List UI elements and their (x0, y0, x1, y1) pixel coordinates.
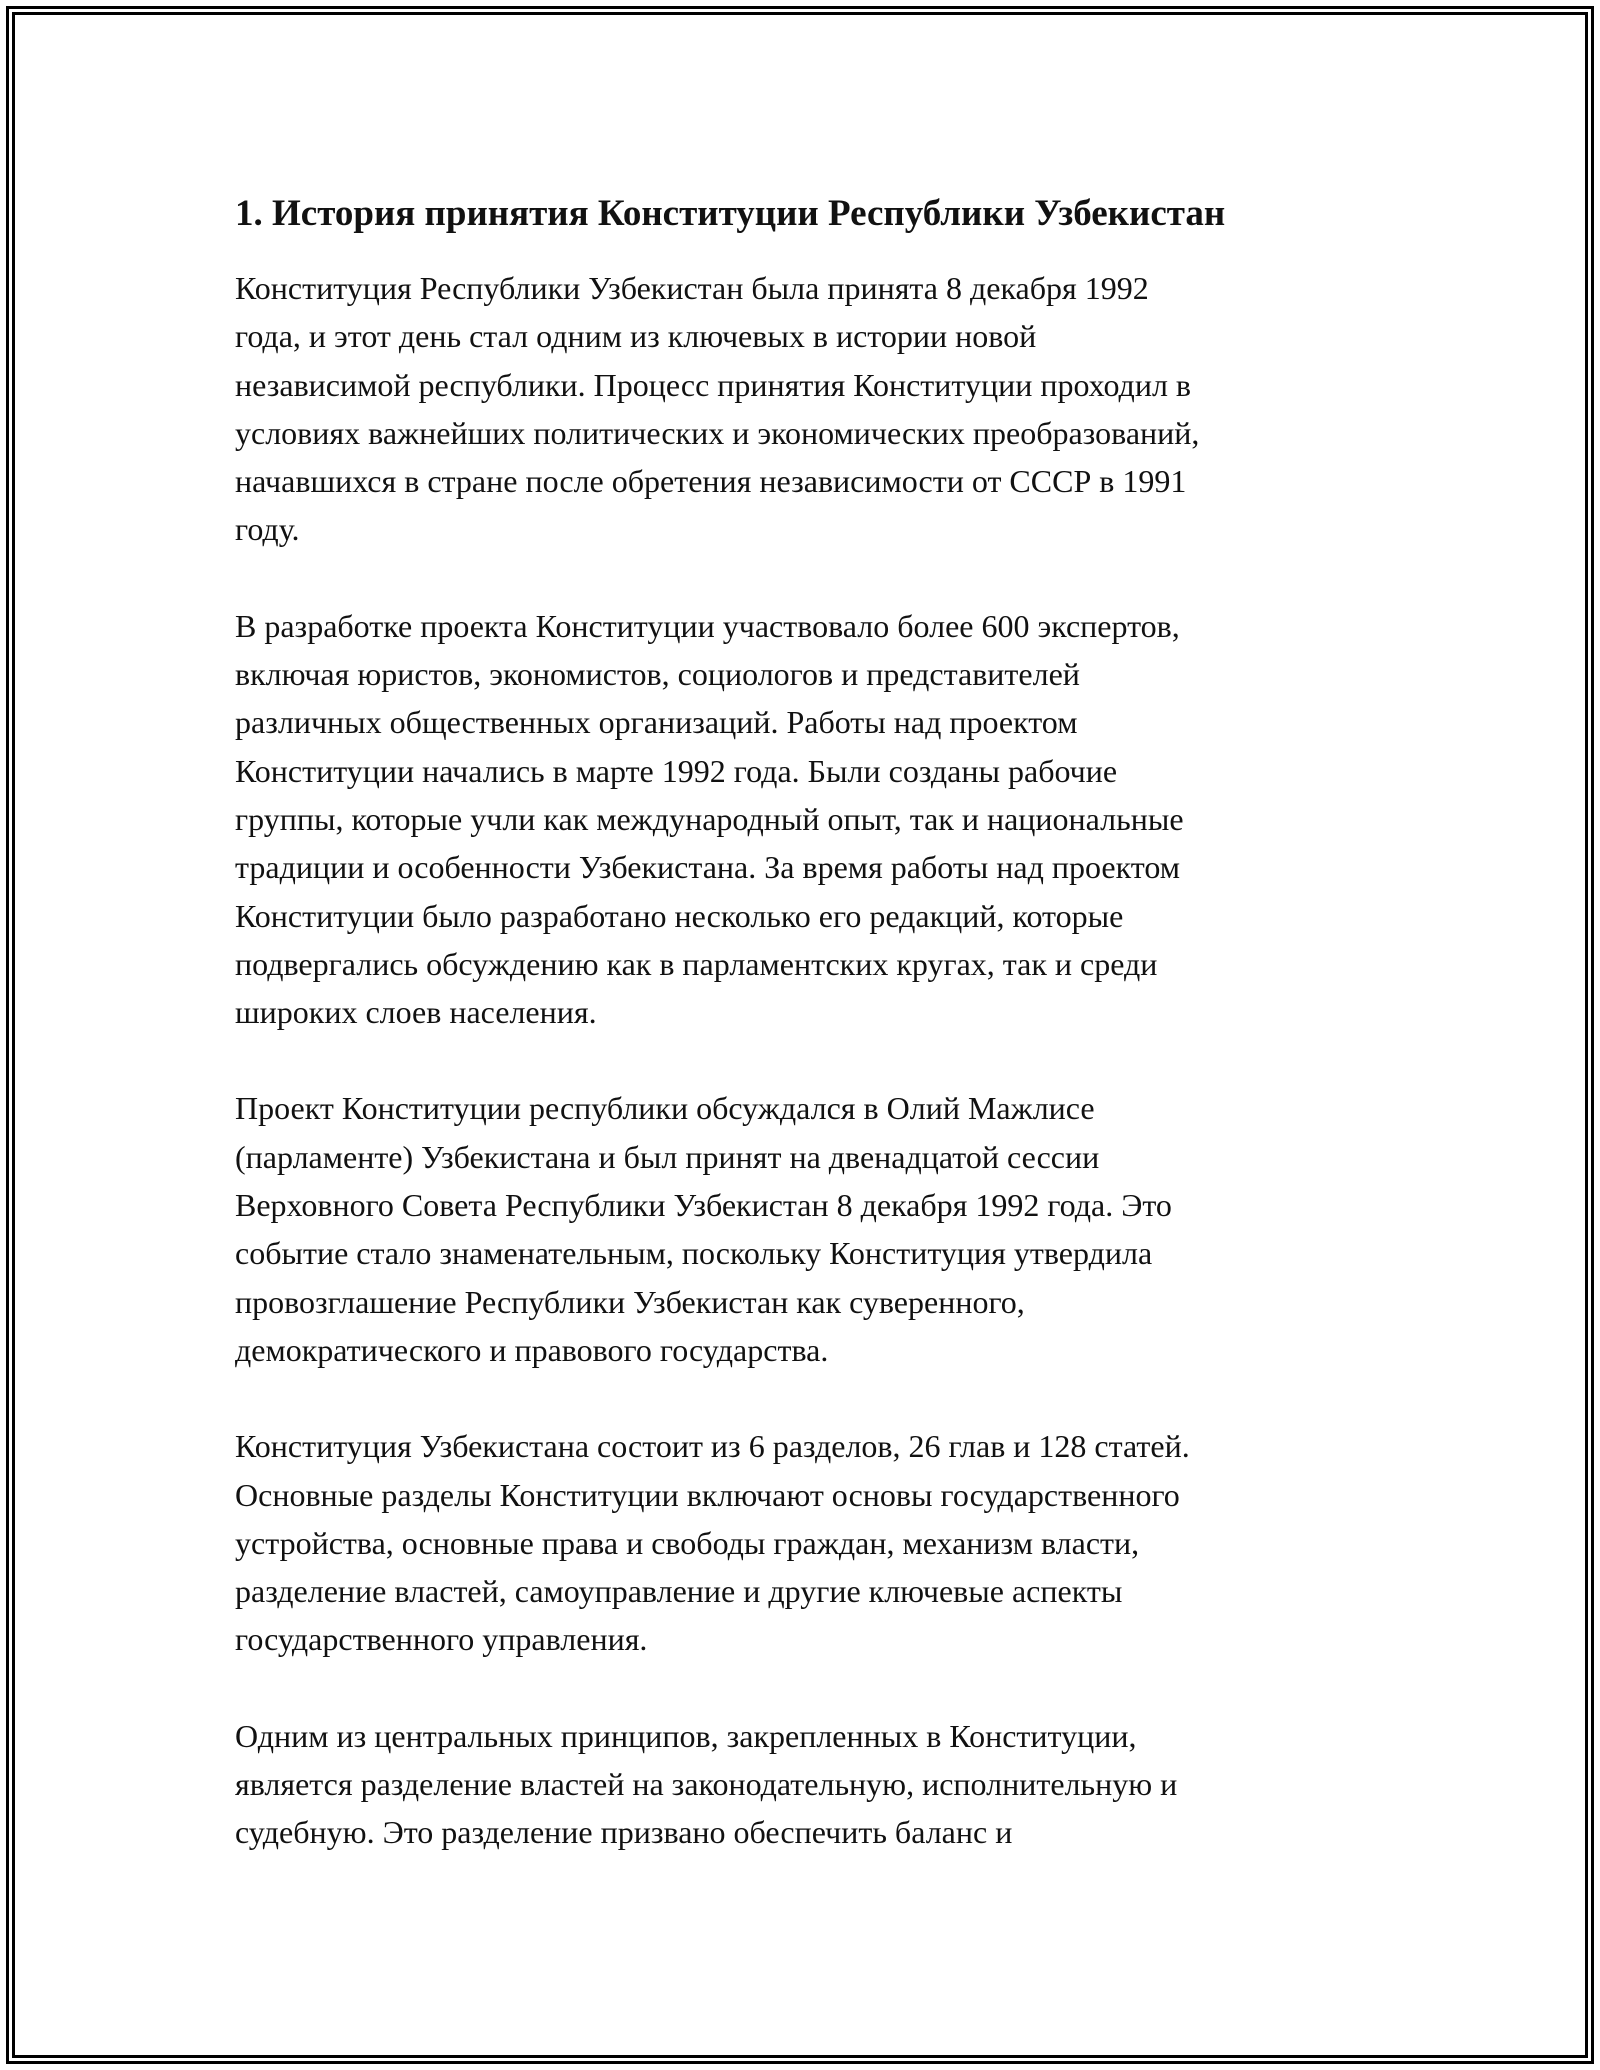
text-line: устройства, основные права и свободы граждан, механизм власти, (235, 1524, 1140, 1561)
paragraph-2 (235, 602, 1375, 1037)
text-line: провозглашение Республики Узбекистан как суверенного, (235, 1283, 1025, 1320)
paragraph-4 (235, 1422, 1375, 1663)
text-line: широких слоев населения. (235, 994, 597, 1031)
text-line: судебную. Это разделение призвано обеспечить баланс и (235, 1814, 1013, 1851)
text-line: Конституции начались в марте 1992 года. Были созданы рабочие (235, 752, 1118, 789)
text-line: независимой республики. Процесс принятия Конституции проходил в (235, 366, 1192, 403)
text-line: подвергались обсуждению как в парламентских кругах, так и среди (235, 945, 1158, 982)
text-line: событие стало знаменательным, поскольку Конституция утвердила (235, 1235, 1153, 1272)
text-line: традиции и особенности Узбекистана. За время работы над проектом (235, 849, 1180, 886)
text-line: Верховного Совета Республики Узбекистан 8 декабря 1992 года. Это (235, 1187, 1172, 1224)
text-line: Основные разделы Конституции включают основы государственного (235, 1476, 1180, 1513)
text-line: (парламенте) Узбекистана и был принят на двенадцатой сессии (235, 1138, 1100, 1175)
paragraph-3 (235, 1084, 1375, 1374)
text-line: является разделение властей на законодательную, исполнительную и (235, 1766, 1178, 1803)
text-line: В разработке проекта Конституции участвовало более 600 экспертов, (235, 607, 1180, 644)
text-line: условиях важнейших политических и экономических преобразований, (235, 414, 1200, 451)
text-line: группы, которые учли как международный опыт, так и национальные (235, 800, 1184, 837)
text-line: Проект Конституции республики обсуждался в Олий Мажлисе (235, 1090, 1095, 1127)
text-line: Конституция Узбекистана состоит из 6 разделов, 26 глав и 128 статей. (235, 1428, 1190, 1465)
text-line: включая юристов, экономистов, социологов и представителей (235, 656, 1080, 693)
text-line: года, и этот день стал одним из ключевых в истории новой (235, 318, 1037, 355)
text-line: Конституции было разработано несколько его редакций, которые (235, 897, 1124, 934)
text-line: начавшихся в стране после обретения независимости от СССР в 1991 (235, 463, 1187, 500)
text-line: Одним из центральных принципов, закрепленных в Конституции, (235, 1717, 1137, 1754)
text-line: демократического и правового государства. (235, 1331, 829, 1368)
text-line: разделение властей, самоуправление и другие ключевые аспекты (235, 1573, 1123, 1610)
text-line: году. (235, 511, 300, 548)
paragraph-1 (235, 264, 1375, 554)
text-line: Конституция Республики Узбекистан была принята 8 декабря 1992 (235, 270, 1149, 306)
paragraph-5 (235, 1712, 1375, 1857)
document-body (235, 186, 1375, 1905)
text-line: государственного управления. (235, 1621, 648, 1658)
text-line: различных общественных организаций. Работы над проектом (235, 704, 1078, 741)
section-heading: 1. История принятия Конституции Республики Узбекистан (235, 193, 1226, 234)
